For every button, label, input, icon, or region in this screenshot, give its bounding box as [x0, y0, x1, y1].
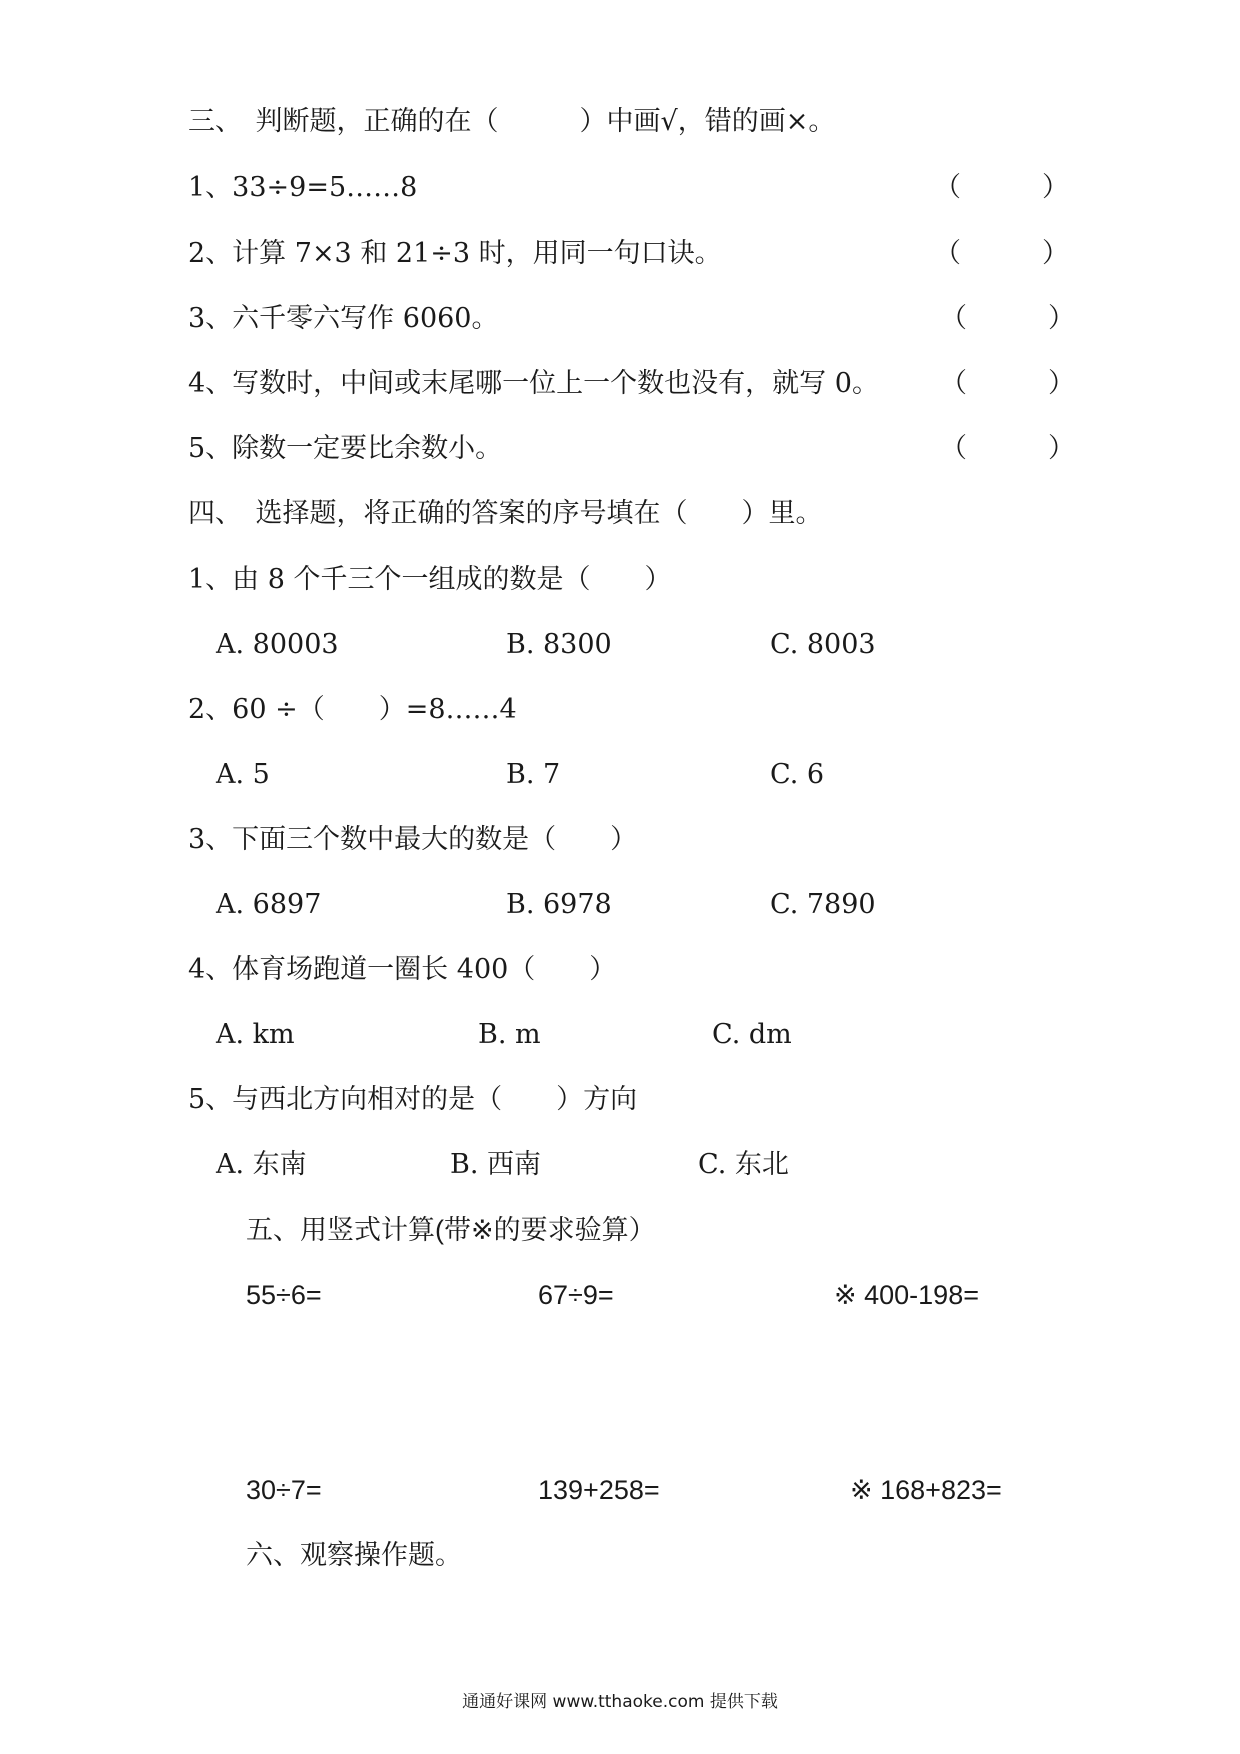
choice-option[interactable]: A. 5 [216, 759, 270, 790]
calc-problem: 30÷7= [246, 1475, 322, 1505]
calc-problem-verify: ※ 168+823= [850, 1475, 1002, 1505]
choice-option[interactable]: A. 80003 [216, 629, 339, 660]
judge-blank-5[interactable]: （ ） [940, 433, 1075, 464]
choice-option[interactable]: B. 8300 [506, 629, 612, 660]
choice-option[interactable]: B. 西南 [450, 1149, 542, 1180]
calc-problem: 67÷9= [538, 1280, 614, 1310]
judge-item-1: 1、33÷9=5……8 [188, 172, 418, 203]
choice-option[interactable]: A. 6897 [216, 889, 322, 920]
choice-option[interactable]: A. 东南 [216, 1149, 307, 1180]
judge-item-4: 4、写数时，中间或末尾哪一位上一个数也没有，就写 0。 [188, 368, 879, 399]
choice-option[interactable]: C. dm [712, 1019, 792, 1050]
judge-blank-4[interactable]: （ ） [940, 368, 1075, 399]
section6-title: 六、观察操作题。 [246, 1540, 462, 1570]
judge-item-3: 3、六千零六写作 6060。 [188, 303, 499, 334]
section3-title: 三、 判断题，正确的在（ ）中画√，错的画×。 [188, 106, 836, 137]
choice-question-4: 4、体育场跑道一圈长 400（ ） [188, 954, 617, 985]
calc-problem: 55÷6= [246, 1280, 322, 1310]
section4-title: 四、 选择题，将正确的答案的序号填在（ ）里。 [188, 498, 823, 529]
choice-question-3: 3、下面三个数中最大的数是（ ） [188, 824, 638, 855]
calc-problem-verify: ※ 400-198= [834, 1280, 979, 1310]
choice-option[interactable]: C. 7890 [770, 889, 876, 920]
choice-question-5: 5、与西北方向相对的是（ ）方向 [188, 1084, 638, 1115]
judge-blank-2[interactable]: （ ） [934, 238, 1069, 269]
choice-option[interactable]: C. 8003 [770, 629, 876, 660]
choice-option[interactable]: B. m [478, 1019, 541, 1050]
choice-option[interactable]: B. 7 [506, 759, 561, 790]
choice-option[interactable]: C. 6 [770, 759, 825, 790]
choice-option[interactable]: C. 东北 [698, 1149, 789, 1180]
choice-question-2: 2、60 ÷（ ）=8……4 [188, 694, 517, 725]
judge-item-5: 5、除数一定要比余数小。 [188, 433, 503, 464]
judge-blank-3[interactable]: （ ） [940, 303, 1075, 334]
choice-option[interactable]: B. 6978 [506, 889, 612, 920]
choice-option[interactable]: A. km [216, 1019, 295, 1050]
footer-credit: 通通好课网 www.tthaoke.com 提供下载 [462, 1692, 778, 1712]
calc-problem: 139+258= [538, 1475, 660, 1505]
judge-blank-1[interactable]: （ ） [934, 172, 1069, 203]
choice-question-1: 1、由 8 个千三个一组成的数是（ ） [188, 564, 672, 595]
section5-title: 五、用竖式计算(带※的要求验算） [246, 1215, 656, 1245]
judge-item-2: 2、计算 7×3 和 21÷3 时，用同一句口诀。 [188, 238, 722, 269]
